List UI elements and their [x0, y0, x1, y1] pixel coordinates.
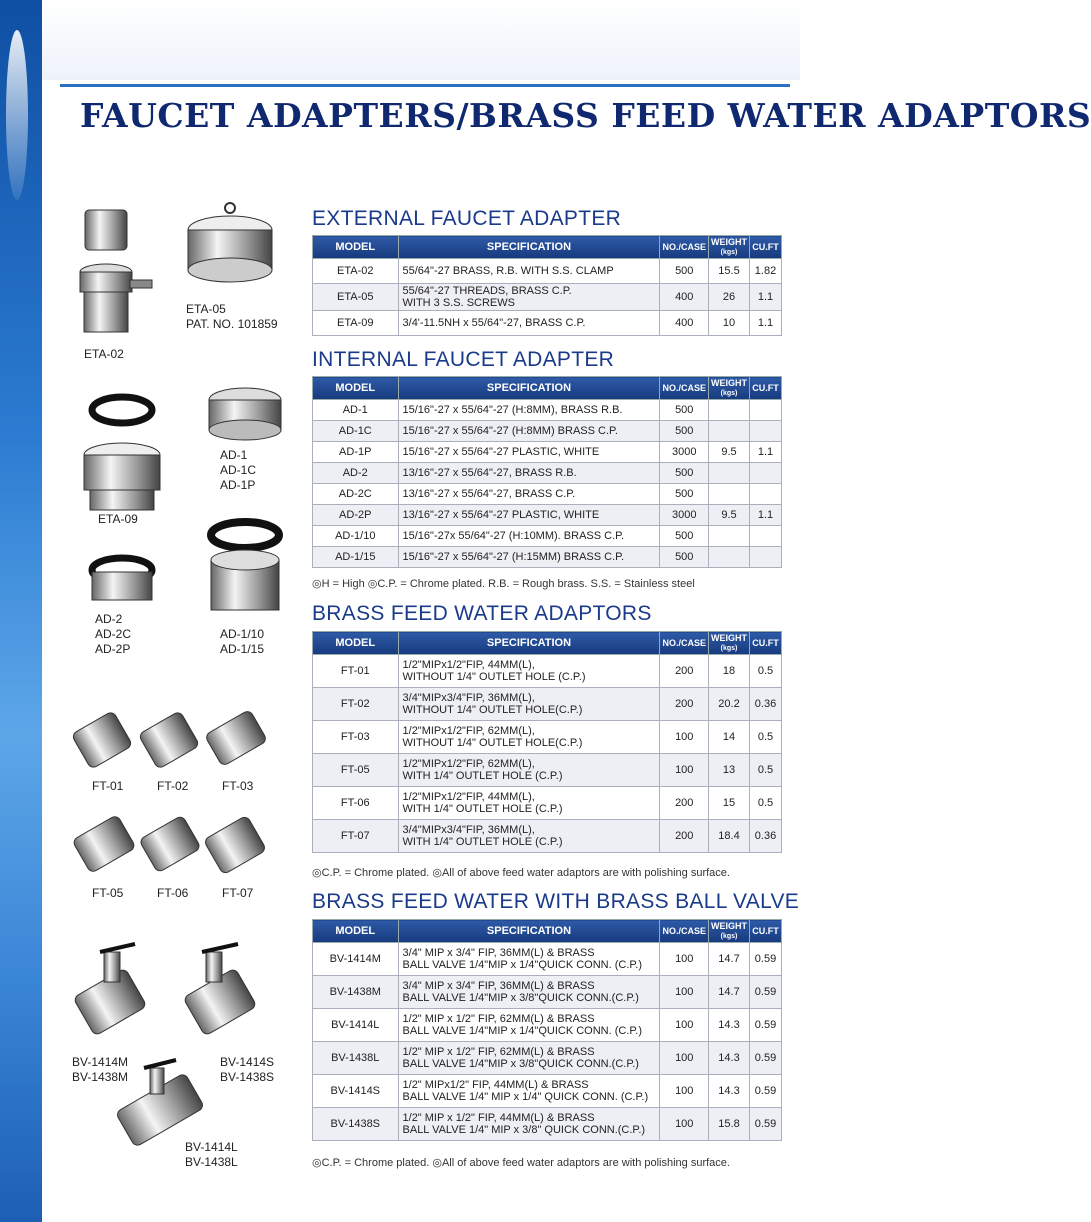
- cell-case: 500: [660, 259, 709, 284]
- cell-case: 200: [660, 688, 709, 721]
- ad-1-10-image: [211, 522, 279, 610]
- spec-line-1: 3/4" MIP x 3/4" FIP, 36MM(L) & BRASS: [402, 980, 595, 992]
- label-eta-05-patent: PAT. NO. 101859: [186, 317, 278, 331]
- spec-line-2: BALL VALVE 1/4"MIP x 3/8"QUICK CONN.(C.P.): [402, 992, 639, 1004]
- cell-cuft: [750, 463, 782, 484]
- table-row: [313, 1108, 782, 1141]
- label-ad-2c: AD-2C: [95, 627, 132, 641]
- table-row: [313, 688, 782, 721]
- label-ad-2p: AD-2P: [95, 642, 131, 656]
- label-ad-1: AD-1: [220, 448, 248, 462]
- col-cuft: CU.FT: [750, 236, 782, 259]
- cell-specification: [398, 463, 660, 484]
- col-cuft: CU.FT: [750, 377, 782, 400]
- spec-line-1: 1/2"MIPx1/2"FIP, 62MM(L),: [402, 758, 535, 770]
- spec-line-1: 3/4'-11.5NH x 55/64"-27, BRASS C.P.: [402, 317, 586, 329]
- col-weight: WEIGHT (kgs): [709, 377, 750, 400]
- col-cuft: CU.FT: [750, 920, 782, 943]
- col-spec: SPECIFICATION: [398, 377, 660, 400]
- valve-table: [312, 919, 782, 1141]
- cell-specification: [398, 1108, 660, 1141]
- cell-model: BV-1438M: [313, 976, 399, 1009]
- spec-line-2: BALL VALVE 1/4"MIP x 3/8"QUICK CONN.(C.P.): [402, 1058, 639, 1070]
- table-row: [313, 526, 782, 547]
- cell-model: BV-1438L: [313, 1042, 399, 1075]
- spec-line-2: WITH 1/4" OUTLET HOLE (C.P.): [402, 836, 563, 848]
- cell-case: 500: [660, 400, 709, 421]
- cell-specification: [398, 943, 660, 976]
- spec-line-1: 3/4" MIP x 3/4" FIP, 36MM(L) & BRASS: [402, 947, 595, 959]
- spec-line-1: 1/2" MIP x 1/2" FIP, 62MM(L) & BRASS: [402, 1013, 595, 1025]
- cell-weight: 26: [709, 284, 750, 311]
- cell-weight: 14: [709, 721, 750, 754]
- section-title-valve: BRASS FEED WATER WITH BRASS BALL VALVE: [312, 890, 800, 913]
- col-weight: WEIGHT (kgs): [709, 236, 750, 259]
- label-ft-07: FT-07: [222, 886, 254, 900]
- external-table: [312, 235, 782, 336]
- cell-model: AD-2P: [313, 505, 399, 526]
- spec-line-2: BALL VALVE 1/4"MIP x 1/4"QUICK CONN. (C.P.): [402, 959, 643, 971]
- cell-cuft: 1.1: [750, 284, 782, 311]
- cell-specification: [398, 721, 660, 754]
- col-spec: SPECIFICATION: [398, 236, 660, 259]
- label-ad-1p: AD-1P: [220, 478, 256, 492]
- label-ft-01: FT-01: [92, 779, 124, 793]
- cell-case: 500: [660, 526, 709, 547]
- ft-01-image: [71, 711, 133, 770]
- cell-specification: [398, 976, 660, 1009]
- cell-model: ETA-05: [313, 284, 399, 311]
- cell-cuft: 0.59: [750, 976, 782, 1009]
- cell-case: 500: [660, 421, 709, 442]
- cell-case: 100: [660, 943, 709, 976]
- bv-l-image: [115, 1060, 204, 1147]
- spec-line-2: BALL VALVE 1/4" MIP x 3/8" QUICK CONN.(C.P.): [402, 1124, 646, 1136]
- col-spec: SPECIFICATION: [398, 632, 660, 655]
- spec-line-1: 55/64"-27 THREADS, BRASS C.P.: [402, 285, 572, 297]
- label-eta-02: ETA-02: [84, 347, 124, 361]
- ft-02-image: [138, 711, 200, 770]
- cell-case: 400: [660, 284, 709, 311]
- cell-weight: 18: [709, 655, 750, 688]
- cell-case: 400: [660, 311, 709, 336]
- cell-specification: [398, 259, 660, 284]
- header-band: [42, 0, 800, 80]
- bv-m-image: [73, 944, 147, 1036]
- label-eta-09: ETA-09: [98, 512, 138, 526]
- eta-02-image: [80, 210, 152, 332]
- blue-water-sidebar: [0, 0, 42, 1222]
- spec-line-2: WITHOUT 1/4" OUTLET HOLE(C.P.): [402, 704, 583, 716]
- table-row: [313, 311, 782, 336]
- cell-case: 100: [660, 976, 709, 1009]
- cell-cuft: 0.5: [750, 655, 782, 688]
- cell-specification: [398, 820, 660, 853]
- cell-model: AD-1C: [313, 421, 399, 442]
- cell-weight: [709, 463, 750, 484]
- ft-05-image: [72, 815, 136, 874]
- spec-line-1: 13/16"-27 x 55/64"-27, BRASS C.P.: [402, 488, 576, 500]
- table-row: [313, 400, 782, 421]
- col-model: MODEL: [313, 236, 399, 259]
- cell-specification: [398, 547, 660, 568]
- cell-weight: 10: [709, 311, 750, 336]
- cell-cuft: 0.36: [750, 820, 782, 853]
- cell-weight: 14.3: [709, 1042, 750, 1075]
- cell-specification: [398, 787, 660, 820]
- spec-line-1: 15/16"-27 x 55/64"-27 PLASTIC, WHITE: [402, 446, 600, 458]
- ad-1-image: [209, 388, 281, 440]
- col-case: NO./CASE: [660, 632, 709, 655]
- cell-case: 200: [660, 655, 709, 688]
- cell-case: 100: [660, 1009, 709, 1042]
- ft-07-image: [203, 815, 266, 875]
- spec-line-1: 15/16"-27x 55/64"-27 (H:10MM). BRASS C.P.: [402, 530, 625, 542]
- cell-model: AD-1P: [313, 442, 399, 463]
- cell-cuft: [750, 400, 782, 421]
- cell-model: FT-01: [313, 655, 399, 688]
- cell-model: FT-07: [313, 820, 399, 853]
- label-bv-1414m: BV-1414M: [72, 1055, 129, 1069]
- spec-line-2: WITHOUT 1/4" OUTLET HOLE (C.P.): [402, 671, 586, 683]
- cell-model: AD-2: [313, 463, 399, 484]
- cell-cuft: [750, 526, 782, 547]
- cell-cuft: [750, 484, 782, 505]
- table-row: [313, 484, 782, 505]
- table-row: [313, 259, 782, 284]
- table-row: [313, 1009, 782, 1042]
- label-bv-1414l: BV-1414L: [185, 1140, 238, 1154]
- cell-case: 3000: [660, 442, 709, 463]
- cell-weight: 15: [709, 787, 750, 820]
- cell-cuft: 0.59: [750, 1075, 782, 1108]
- table-row: [313, 820, 782, 853]
- spec-line-1: 13/16"-27 x 55/64"-27, BRASS R.B.: [402, 467, 577, 479]
- label-ad-1-10: AD-1/10: [220, 627, 265, 641]
- cell-model: ETA-09: [313, 311, 399, 336]
- cell-model: FT-03: [313, 721, 399, 754]
- col-case: NO./CASE: [660, 920, 709, 943]
- cell-cuft: 0.36: [750, 688, 782, 721]
- cell-specification: [398, 1075, 660, 1108]
- cell-specification: [398, 1009, 660, 1042]
- cell-model: AD-2C: [313, 484, 399, 505]
- label-bv-1438m: BV-1438M: [72, 1070, 129, 1084]
- eta-05-image: [188, 203, 272, 282]
- col-weight: WEIGHT (kgs): [709, 632, 750, 655]
- cell-cuft: 0.59: [750, 1108, 782, 1141]
- spec-line-1: 13/16"-27 x 55/64"-27 PLASTIC, WHITE: [402, 509, 600, 521]
- col-case: NO./CASE: [660, 377, 709, 400]
- spec-line-1: 15/16"-27 x 55/64"-27 (H:8MM) BRASS C.P.: [402, 425, 618, 437]
- table-row: [313, 284, 782, 311]
- label-ad-2: AD-2: [95, 612, 123, 626]
- section-title-internal: INTERNAL FAUCET ADAPTER: [312, 348, 615, 371]
- cell-specification: [398, 526, 660, 547]
- table-row: [313, 787, 782, 820]
- col-model: MODEL: [313, 377, 399, 400]
- cell-model: BV-1414S: [313, 1075, 399, 1108]
- table-row: [313, 442, 782, 463]
- cell-weight: 14.3: [709, 1075, 750, 1108]
- spec-line-1: 1/2" MIPx1/2" FIP, 44MM(L) & BRASS: [402, 1079, 589, 1091]
- cell-case: 500: [660, 547, 709, 568]
- cell-specification: [398, 505, 660, 526]
- cell-cuft: 0.5: [750, 754, 782, 787]
- cell-case: 500: [660, 484, 709, 505]
- table-row: [313, 943, 782, 976]
- cell-model: FT-05: [313, 754, 399, 787]
- ft-06-image: [139, 815, 201, 873]
- table-row: [313, 505, 782, 526]
- cell-case: 100: [660, 754, 709, 787]
- page-title: FAUCET ADAPTERS/BRASS FEED WATER ADAPTORS: [80, 96, 1091, 135]
- internal-table: [312, 376, 782, 568]
- label-ft-03: FT-03: [222, 779, 254, 793]
- valve-note: ◎C.P. = Chrome plated. ◎All of above feed water adaptors are with polishing surface.: [312, 1157, 730, 1169]
- cell-weight: 18.4: [709, 820, 750, 853]
- spec-line-1: 1/2" MIP x 1/2" FIP, 62MM(L) & BRASS: [402, 1046, 595, 1058]
- feed-table: [312, 631, 782, 853]
- table-row: [313, 547, 782, 568]
- table-row: [313, 463, 782, 484]
- cell-weight: [709, 421, 750, 442]
- table-row: [313, 976, 782, 1009]
- col-cuft: CU.FT: [750, 632, 782, 655]
- cell-specification: [398, 400, 660, 421]
- cell-specification: [398, 442, 660, 463]
- col-model: MODEL: [313, 920, 399, 943]
- spec-line-1: 1/2"MIPx1/2"FIP, 44MM(L),: [402, 791, 535, 803]
- cell-weight: 13: [709, 754, 750, 787]
- label-ad-1c: AD-1C: [220, 463, 257, 477]
- eta-09-image: [84, 397, 160, 510]
- cell-cuft: 1.1: [750, 505, 782, 526]
- spec-line-1: 15/16"-27 x 55/64"-27 (H:8MM), BRASS R.B.: [402, 404, 623, 416]
- cell-weight: 14.7: [709, 976, 750, 1009]
- feed-note: ◎C.P. = Chrome plated. ◎All of above feed water adaptors are with polishing surface.: [312, 867, 730, 879]
- table-row: [313, 421, 782, 442]
- col-case: NO./CASE: [660, 236, 709, 259]
- cell-model: ETA-02: [313, 259, 399, 284]
- cell-weight: 20.2: [709, 688, 750, 721]
- table-row: [313, 655, 782, 688]
- cell-weight: [709, 400, 750, 421]
- label-bv-1414s: BV-1414S: [220, 1055, 275, 1069]
- label-bv-1438s: BV-1438S: [220, 1070, 275, 1084]
- spec-line-1: 15/16"-27 x 55/64"-27 (H:15MM) BRASS C.P.: [402, 551, 625, 563]
- cell-weight: 15.5: [709, 259, 750, 284]
- label-eta-05: ETA-05: [186, 302, 226, 316]
- cell-cuft: 1.1: [750, 311, 782, 336]
- label-ft-06: FT-06: [157, 886, 189, 900]
- cell-model: AD-1: [313, 400, 399, 421]
- cell-cuft: 0.59: [750, 943, 782, 976]
- table-row: [313, 721, 782, 754]
- cell-weight: 15.8: [709, 1108, 750, 1141]
- section-title-feed: BRASS FEED WATER ADAPTORS: [312, 602, 652, 625]
- cell-specification: [398, 311, 660, 336]
- cell-case: 200: [660, 787, 709, 820]
- spec-line-1: 3/4"MIPx3/4"FIP, 36MM(L),: [402, 824, 535, 836]
- header-rule: [60, 84, 790, 87]
- label-ft-05: FT-05: [92, 886, 124, 900]
- cell-model: AD-1/15: [313, 547, 399, 568]
- spec-line-2: WITH 3 S.S. SCREWS: [402, 297, 515, 309]
- cell-cuft: 0.59: [750, 1009, 782, 1042]
- internal-note: ◎H = High ◎C.P. = Chrome plated. R.B. = Rough brass. S.S. = Stainless steel: [312, 578, 695, 590]
- cell-cuft: [750, 421, 782, 442]
- cell-cuft: [750, 547, 782, 568]
- cell-case: 500: [660, 463, 709, 484]
- col-model: MODEL: [313, 632, 399, 655]
- spec-line-2: WITH 1/4" OUTLET HOLE (C.P.): [402, 770, 563, 782]
- spec-line-2: WITH 1/4" OUTLET HOLE (C.P.): [402, 803, 563, 815]
- cell-specification: [398, 754, 660, 787]
- cell-specification: [398, 688, 660, 721]
- spec-line-2: WITHOUT 1/4" OUTLET HOLE(C.P.): [402, 737, 583, 749]
- cell-case: 100: [660, 1108, 709, 1141]
- ad-2-image: [92, 558, 152, 600]
- cell-model: FT-02: [313, 688, 399, 721]
- cell-model: BV-1438S: [313, 1108, 399, 1141]
- cell-weight: 9.5: [709, 442, 750, 463]
- spec-line-1: 1/2"MIPx1/2"FIP, 44MM(L),: [402, 659, 535, 671]
- cell-weight: 9.5: [709, 505, 750, 526]
- cell-case: 100: [660, 1042, 709, 1075]
- spec-line-1: 1/2"MIPx1/2"FIP, 62MM(L),: [402, 725, 535, 737]
- spec-line-1: 3/4"MIPx3/4"FIP, 36MM(L),: [402, 692, 535, 704]
- cell-model: FT-06: [313, 787, 399, 820]
- col-weight: WEIGHT (kgs): [709, 920, 750, 943]
- cell-model: BV-1414M: [313, 943, 399, 976]
- spec-line-2: BALL VALVE 1/4"MIP x 1/4"QUICK CONN. (C.P.): [402, 1025, 643, 1037]
- cell-case: 3000: [660, 505, 709, 526]
- cell-cuft: 0.5: [750, 721, 782, 754]
- cell-specification: [398, 484, 660, 505]
- cell-cuft: 1.82: [750, 259, 782, 284]
- spec-line-2: BALL VALVE 1/4" MIP x 1/4" QUICK CONN. (C.P.): [402, 1091, 649, 1103]
- cell-case: 100: [660, 721, 709, 754]
- table-row: [313, 1042, 782, 1075]
- cell-cuft: 0.59: [750, 1042, 782, 1075]
- ft-03-image: [204, 709, 267, 766]
- bv-s-image: [183, 944, 257, 1036]
- section-title-external: EXTERNAL FAUCET ADAPTER: [312, 207, 622, 230]
- cell-model: BV-1414L: [313, 1009, 399, 1042]
- col-spec: SPECIFICATION: [398, 920, 660, 943]
- spec-line-1: 55/64"-27 BRASS, R.B. WITH S.S. CLAMP: [402, 265, 614, 277]
- label-ft-02: FT-02: [157, 779, 189, 793]
- table-row: [313, 754, 782, 787]
- cell-specification: [398, 1042, 660, 1075]
- cell-weight: [709, 484, 750, 505]
- label-ad-1-15: AD-1/15: [220, 642, 265, 656]
- cell-specification: [398, 284, 660, 311]
- cell-cuft: 0.5: [750, 787, 782, 820]
- cell-case: 200: [660, 820, 709, 853]
- cell-weight: [709, 547, 750, 568]
- cell-weight: [709, 526, 750, 547]
- table-row: [313, 1075, 782, 1108]
- cell-specification: [398, 655, 660, 688]
- cell-specification: [398, 421, 660, 442]
- spec-line-1: 1/2" MIP x 1/2" FIP, 44MM(L) & BRASS: [402, 1112, 595, 1124]
- cell-weight: 14.3: [709, 1009, 750, 1042]
- cell-case: 100: [660, 1075, 709, 1108]
- label-bv-1438l: BV-1438L: [185, 1155, 238, 1169]
- cell-weight: 14.7: [709, 943, 750, 976]
- cell-cuft: 1.1: [750, 442, 782, 463]
- cell-model: AD-1/10: [313, 526, 399, 547]
